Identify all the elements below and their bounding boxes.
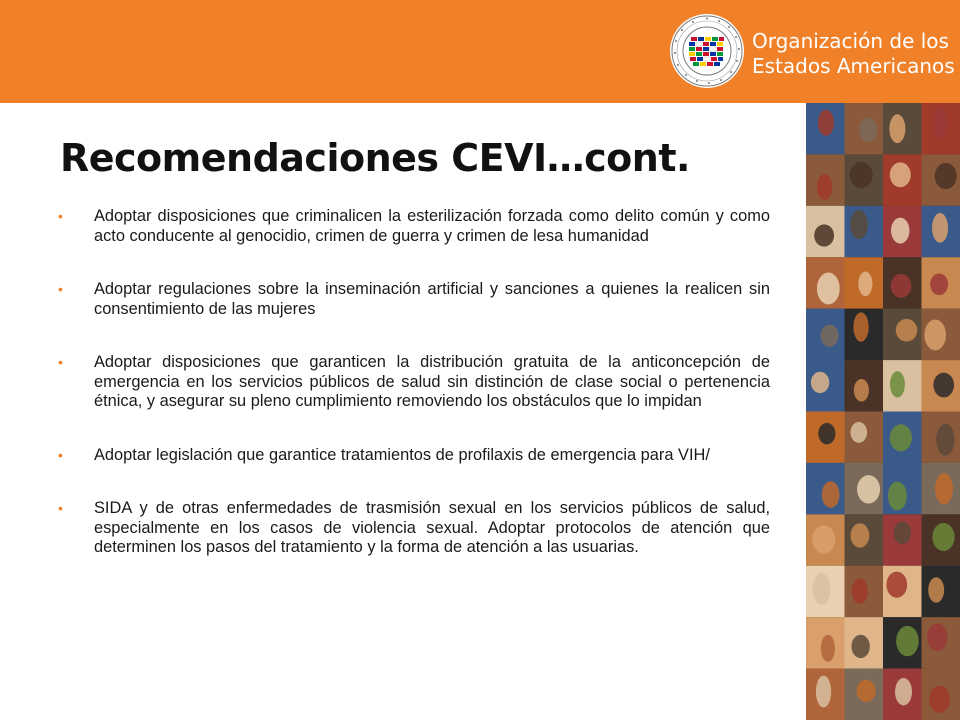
collage-photo-shape [820, 325, 838, 347]
collage-photo-shape [812, 525, 835, 554]
collage-photo-shape [850, 210, 868, 239]
collage-photo-shape [891, 218, 909, 244]
collage-photo-shape [935, 163, 957, 189]
organization-name-line1: Organización de los [752, 29, 949, 53]
collage-photo-shape [851, 635, 869, 658]
bullet-item [58, 446, 770, 466]
collage-photo-shape [928, 577, 944, 602]
collage-photo-shape [890, 371, 905, 397]
bullet-item [58, 353, 770, 412]
collage-photo-shape [933, 373, 954, 398]
collage-photo-shape [929, 686, 950, 713]
collage-photo-shape [889, 114, 905, 143]
collage-photo-shape [816, 676, 831, 708]
collage-photo-shape [811, 372, 829, 393]
bullet-item [58, 280, 770, 319]
collage-photo-shape [888, 482, 907, 511]
collage-photo-shape [814, 224, 834, 246]
collage-photo-shape [896, 319, 918, 342]
collage-photo-shape [857, 680, 876, 702]
collage-photo-shape [890, 424, 912, 451]
collage-photo-shape [853, 312, 868, 341]
collage-photo-shape [936, 424, 954, 456]
collage-photo-shape [818, 423, 835, 445]
bullet-text: Adoptar disposiciones que criminalicen la esterilización forzada como delito común y como acto conducente al genocidio, crimen de guerra y crimen de lesa humanidad [94, 207, 770, 245]
organization-name-line2: Estados Americanos [752, 54, 955, 78]
collage-photo-shape [817, 174, 833, 200]
collage-photo-shape [817, 272, 840, 304]
collage-photo-shape [886, 572, 907, 598]
collage-photo-shape [932, 213, 948, 243]
collage-photo-shape [930, 273, 948, 295]
bullet-text: SIDA y de otras enfermedades de trasmisión sexual en los servicios públicos de salud, especialmente en los casos de violencia sexual. Adoptar protocolos de atención que determinen los pasos del tratamiento y la forma de atención a las usuarias. [94, 499, 770, 556]
collage-photo-shape [822, 481, 840, 508]
bullet-text: Adoptar legislación que garantice tratamientos de profilaxis de emergencia para VIH/ [94, 445, 710, 464]
bullet-list [58, 207, 770, 558]
bullet-dot-icon: • [58, 500, 63, 516]
collage-photo-shape [891, 274, 912, 298]
collage-photo-shape [821, 635, 835, 662]
collage-photo-shape [813, 573, 831, 605]
collage-photo-shape [850, 162, 873, 188]
collage-photo-shape [852, 578, 868, 604]
bullet-dot-icon: • [58, 281, 63, 297]
bullet-dot-icon: • [58, 208, 63, 224]
collage-photo-shape [935, 473, 953, 504]
collage-photo-shape [890, 162, 911, 187]
collage-photo-shape [850, 422, 867, 443]
collage-photo-shape [933, 108, 947, 140]
oas-seal-logo [669, 13, 745, 89]
collage-photo-shape [818, 110, 834, 136]
collage-photo-shape [851, 523, 870, 547]
collage-photo-shape [859, 118, 877, 142]
collage-photo-shape [894, 521, 911, 544]
bullet-text: Adoptar disposiciones que garanticen la distribución gratuita de la anticoncepción de emergencia en los servicios públicos de salud sin distinción de clase social o pertenencia étnica, y asegurar su pleno cumplimiento removiendo los obstáculos que lo impidan [94, 353, 770, 410]
bullet-item [58, 207, 770, 246]
organization-name [752, 29, 955, 79]
bullet-dot-icon: • [58, 354, 63, 370]
slide-title: Recomendaciones CEVI…cont. [60, 136, 690, 180]
bullet-text: Adoptar regulaciones sobre la inseminación artificial y sanciones a quienes la realicen sin consentimiento de las mujeres [94, 280, 770, 318]
collage-photo-shape [924, 319, 946, 350]
bullet-item [58, 499, 770, 558]
collage-photo-shape [854, 379, 869, 402]
collage-photo-shape [932, 523, 954, 551]
header-bar [0, 0, 960, 103]
photo-collage [806, 103, 960, 720]
collage-photo-shape [857, 475, 880, 503]
collage-photo-shape [896, 626, 919, 656]
collage-photo-shape [895, 678, 912, 705]
collage-photo-shape [927, 623, 948, 651]
bullet-dot-icon: • [58, 446, 63, 463]
collage-photo-shape [858, 272, 872, 297]
